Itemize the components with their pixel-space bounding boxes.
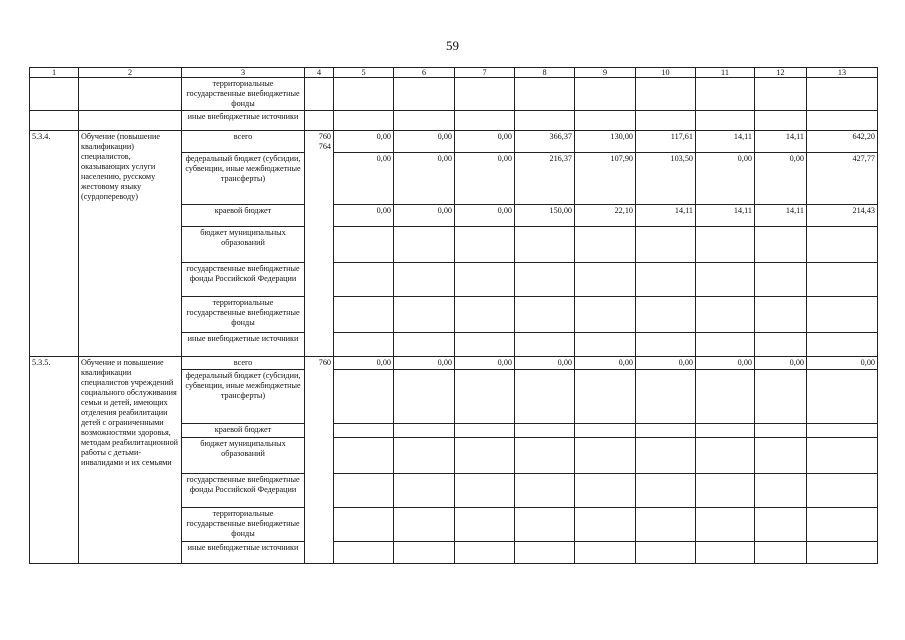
value-cell: 117,61 <box>636 131 696 153</box>
value-cell <box>334 508 394 542</box>
value-cell: 0,00 <box>334 205 394 227</box>
value-cell <box>636 370 696 424</box>
section-name: Обучение (повышение квалификации) специалистов, оказывающих услуги населению, русскому жестовому языку (сурдопереводу) <box>79 131 182 357</box>
value-cell <box>636 508 696 542</box>
value-cell: 14,11 <box>696 131 755 153</box>
value-cell <box>515 333 575 357</box>
source-cell: федеральный бюджет (субсидии, субвенции, иные межбюджетные трансферты) <box>182 370 305 424</box>
value-cell <box>636 333 696 357</box>
value-cell <box>575 297 636 333</box>
value-cell <box>334 542 394 564</box>
section-code: 5.3.5. <box>30 357 79 564</box>
value-cell <box>696 370 755 424</box>
value-cell: 14,11 <box>755 205 807 227</box>
value-cell: 427,77 <box>807 153 878 205</box>
column-header-12: 12 <box>755 68 807 78</box>
code-col4: 760 764 <box>305 131 334 357</box>
section-code: 5.3.4. <box>30 131 79 357</box>
value-cell <box>636 297 696 333</box>
value-cell <box>636 263 696 297</box>
value-cell <box>636 438 696 474</box>
value-cell: 0,00 <box>575 357 636 370</box>
value-cell <box>394 370 455 424</box>
value-cell: 0,00 <box>334 357 394 370</box>
value-cell <box>515 263 575 297</box>
value-cell: 0,00 <box>455 131 515 153</box>
value-cell <box>807 474 878 508</box>
value-cell <box>696 111 755 131</box>
column-header-1: 1 <box>30 68 79 78</box>
source-cell: краевой бюджет <box>182 205 305 227</box>
value-cell <box>394 111 455 131</box>
value-cell <box>334 78 394 111</box>
value-cell <box>636 474 696 508</box>
value-cell <box>575 78 636 111</box>
source-cell: федеральный бюджет (субсидии, субвенции, иные межбюджетные трансферты) <box>182 153 305 205</box>
value-cell <box>334 370 394 424</box>
value-cell <box>394 227 455 263</box>
value-cell <box>696 227 755 263</box>
value-cell <box>696 542 755 564</box>
source-cell: иные внебюджетные источники <box>182 111 305 131</box>
value-cell <box>334 424 394 438</box>
value-cell: 0,00 <box>696 357 755 370</box>
table-row <box>30 78 878 111</box>
table-row <box>30 111 878 131</box>
source-cell: краевой бюджет <box>182 424 305 438</box>
value-cell <box>394 263 455 297</box>
value-cell <box>575 370 636 424</box>
value-cell <box>334 297 394 333</box>
value-cell <box>807 542 878 564</box>
source-cell: бюджет муниципальных образований <box>182 438 305 474</box>
table-row <box>30 357 878 370</box>
value-cell <box>755 78 807 111</box>
value-cell <box>515 438 575 474</box>
value-cell <box>455 508 515 542</box>
column-header-9: 9 <box>575 68 636 78</box>
value-cell <box>696 508 755 542</box>
value-cell <box>455 424 515 438</box>
value-cell: 0,00 <box>334 131 394 153</box>
value-cell <box>455 297 515 333</box>
value-cell: 0,00 <box>455 357 515 370</box>
value-cell: 14,11 <box>696 205 755 227</box>
value-cell <box>755 508 807 542</box>
value-cell: 0,00 <box>755 153 807 205</box>
value-cell <box>636 542 696 564</box>
value-cell <box>755 370 807 424</box>
value-cell: 14,11 <box>636 205 696 227</box>
col4-cell <box>305 111 334 131</box>
value-cell <box>334 227 394 263</box>
column-header-13: 13 <box>807 68 878 78</box>
value-cell: 0,00 <box>394 357 455 370</box>
value-cell <box>394 542 455 564</box>
column-header-4: 4 <box>305 68 334 78</box>
value-cell <box>575 542 636 564</box>
value-cell <box>334 111 394 131</box>
source-cell: бюджет муниципальных образований <box>182 227 305 263</box>
value-cell <box>455 474 515 508</box>
column-header-8: 8 <box>515 68 575 78</box>
value-cell: 0,00 <box>394 153 455 205</box>
value-cell: 0,00 <box>455 153 515 205</box>
value-cell <box>807 78 878 111</box>
value-cell <box>455 333 515 357</box>
value-cell <box>394 474 455 508</box>
value-cell: 0,00 <box>636 357 696 370</box>
value-cell <box>755 111 807 131</box>
value-cell: 22,10 <box>575 205 636 227</box>
value-cell <box>807 111 878 131</box>
code-cell <box>30 78 79 111</box>
value-cell <box>696 424 755 438</box>
value-cell: 14,11 <box>755 131 807 153</box>
value-cell: 0,00 <box>696 153 755 205</box>
value-cell <box>455 438 515 474</box>
value-cell <box>394 508 455 542</box>
value-cell <box>334 333 394 357</box>
source-cell: территориальные государственные внебюджетные фонды <box>182 297 305 333</box>
page-number: 59 <box>446 38 459 53</box>
value-cell: 366,37 <box>515 131 575 153</box>
table-row <box>30 131 878 153</box>
value-cell <box>575 227 636 263</box>
code-cell <box>30 111 79 131</box>
value-cell <box>575 474 636 508</box>
value-cell <box>575 263 636 297</box>
value-cell: 0,00 <box>807 357 878 370</box>
value-cell <box>575 333 636 357</box>
value-cell <box>807 370 878 424</box>
source-cell: всего <box>182 131 305 153</box>
name-cell <box>79 111 182 131</box>
value-cell <box>755 297 807 333</box>
column-header-3: 3 <box>182 68 305 78</box>
header-row <box>30 68 878 78</box>
value-cell <box>394 297 455 333</box>
section-name: Обучение и повышение квалификации специалистов учреждений социального обслуживания семьи и детей, имеющих отделения реабилитации детей с ограниченными возможностями здоровья, методам реабилитационной работы с детьми-инвалидами и их семьями <box>79 357 182 564</box>
column-header-2: 2 <box>79 68 182 78</box>
value-cell <box>755 474 807 508</box>
value-cell <box>755 542 807 564</box>
source-cell: государственные внебюджетные фонды Российской Федерации <box>182 263 305 297</box>
value-cell <box>394 78 455 111</box>
value-cell <box>807 297 878 333</box>
value-cell <box>334 263 394 297</box>
value-cell <box>394 438 455 474</box>
value-cell <box>394 424 455 438</box>
column-header-7: 7 <box>455 68 515 78</box>
value-cell <box>696 78 755 111</box>
value-cell <box>636 227 696 263</box>
value-cell <box>696 333 755 357</box>
value-cell <box>334 474 394 508</box>
source-cell: территориальные государственные внебюджетные фонды <box>182 508 305 542</box>
value-cell <box>755 227 807 263</box>
value-cell <box>455 111 515 131</box>
value-cell <box>515 508 575 542</box>
value-cell <box>807 438 878 474</box>
value-cell <box>515 542 575 564</box>
value-cell <box>636 424 696 438</box>
value-cell: 214,43 <box>807 205 878 227</box>
col4-cell <box>305 78 334 111</box>
value-cell <box>515 474 575 508</box>
value-cell <box>636 78 696 111</box>
source-cell: территориальные государственные внебюджетные фонды <box>182 78 305 111</box>
value-cell: 642,20 <box>807 131 878 153</box>
value-cell <box>696 474 755 508</box>
value-cell: 216,37 <box>515 153 575 205</box>
value-cell <box>334 438 394 474</box>
value-cell <box>515 297 575 333</box>
value-cell <box>575 111 636 131</box>
code-col4: 760 <box>305 357 334 564</box>
value-cell <box>575 438 636 474</box>
value-cell <box>575 508 636 542</box>
value-cell <box>807 508 878 542</box>
value-cell <box>755 438 807 474</box>
value-cell: 0,00 <box>394 131 455 153</box>
value-cell: 130,00 <box>575 131 636 153</box>
budget-table <box>29 67 878 564</box>
value-cell <box>455 263 515 297</box>
value-cell: 0,00 <box>515 357 575 370</box>
source-cell: иные внебюджетные источники <box>182 333 305 357</box>
name-cell <box>79 78 182 111</box>
value-cell <box>455 542 515 564</box>
value-cell <box>515 370 575 424</box>
value-cell <box>807 333 878 357</box>
value-cell <box>696 438 755 474</box>
source-cell: иные внебюджетные источники <box>182 542 305 564</box>
value-cell <box>515 78 575 111</box>
value-cell <box>807 424 878 438</box>
column-header-6: 6 <box>394 68 455 78</box>
value-cell <box>515 111 575 131</box>
value-cell <box>394 333 455 357</box>
value-cell: 0,00 <box>394 205 455 227</box>
value-cell <box>515 424 575 438</box>
value-cell: 0,00 <box>755 357 807 370</box>
value-cell <box>455 370 515 424</box>
value-cell <box>636 111 696 131</box>
column-header-10: 10 <box>636 68 696 78</box>
value-cell: 150,00 <box>515 205 575 227</box>
value-cell <box>455 227 515 263</box>
value-cell: 107,90 <box>575 153 636 205</box>
column-header-11: 11 <box>696 68 755 78</box>
value-cell <box>575 424 636 438</box>
value-cell: 0,00 <box>334 153 394 205</box>
value-cell <box>696 297 755 333</box>
value-cell <box>755 333 807 357</box>
value-cell <box>807 227 878 263</box>
value-cell <box>696 263 755 297</box>
value-cell: 0,00 <box>455 205 515 227</box>
source-cell: всего <box>182 357 305 370</box>
value-cell <box>807 263 878 297</box>
column-header-5: 5 <box>334 68 394 78</box>
value-cell <box>515 227 575 263</box>
source-cell: государственные внебюджетные фонды Российской Федерации <box>182 474 305 508</box>
value-cell <box>755 263 807 297</box>
value-cell <box>755 424 807 438</box>
value-cell: 103,50 <box>636 153 696 205</box>
value-cell <box>455 78 515 111</box>
